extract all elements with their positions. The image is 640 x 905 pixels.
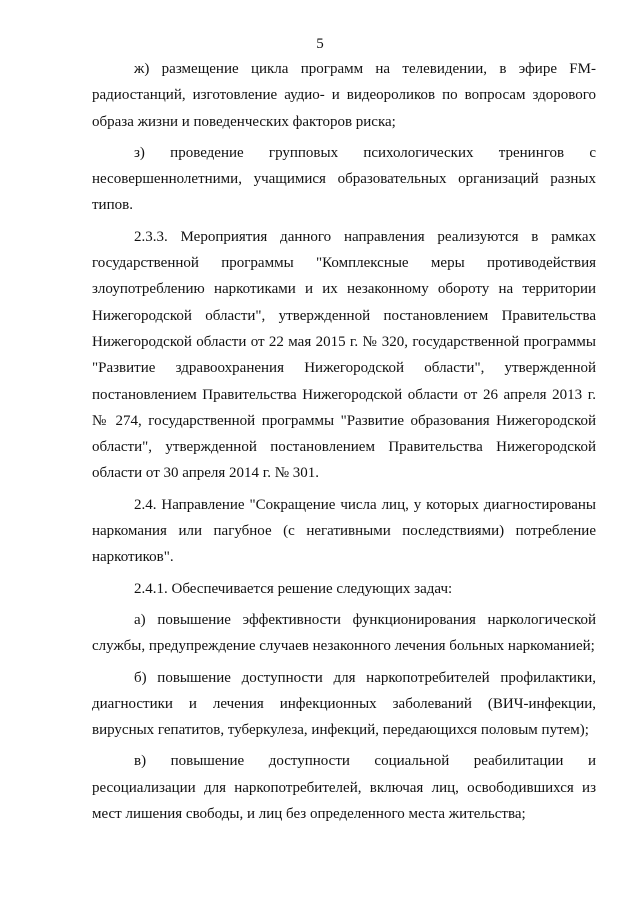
- paragraph-2-4-1: 2.4.1. Обеспечивается решение следующих задач:: [134, 580, 453, 597]
- paragraph-item-a: а) повышение эффективности функционирования наркологической службы, предупреждение случаев незаконного лечения больных наркоманией;: [92, 611, 596, 655]
- paragraph-2-4: 2.4. Направление "Сокращение числа лиц, у которых диагностированы наркомания или пагубное (с негативными последствиями) потребление наркотиков".: [92, 496, 596, 566]
- page-number: 5: [316, 36, 324, 52]
- paragraph-item-z: з) проведение групповых психологических тренингов с несовершеннолетними, учащимися образовательных организаций разных типов.: [92, 144, 596, 214]
- paragraph-item-v: в) повышение доступности социальной реабилитации и ресоциализации для наркопотребителей, включая лиц, освободившихся из мест лишения свободы, и лиц без определенного места жительства;: [92, 753, 596, 823]
- document-body: [92, 56, 596, 832]
- paragraph-item-b: б) повышение доступности для наркопотребителей профилактики, диагностики и лечения инфекционных заболеваний (ВИЧ-инфекции, вирусных гепатитов, туберкулеза, инфекций, передающихся половым путем);: [92, 669, 596, 739]
- paragraph-item-zh: ж) размещение цикла программ на телевидении, в эфире FM-радиостанций, изготовление аудио- и видеороликов по вопросам здорового образа жизни и поведенческих факторов риска;: [92, 61, 596, 130]
- paragraph-2-3-3: 2.3.3. Мероприятия данного направления реализуются в рамках государственной программы "Комплексные меры противодействия злоупотреблению наркотиками и их незаконному обороту на территории Нижегородской области", утвержденной постановлением Правительства Нижегородской области от 22 мая 2015 г. № 320, государственной программы "Развитие здравоохранения Нижегородской области", утвержденной постановлением Правительства Нижегородской области от 26 апреля 2013 г. № 274, государственной программы "Развитие образования Нижегородской области", утвержденной постановлением Правительства Нижегородской области от 30 апреля 2014 г. № 301.: [92, 228, 596, 482]
